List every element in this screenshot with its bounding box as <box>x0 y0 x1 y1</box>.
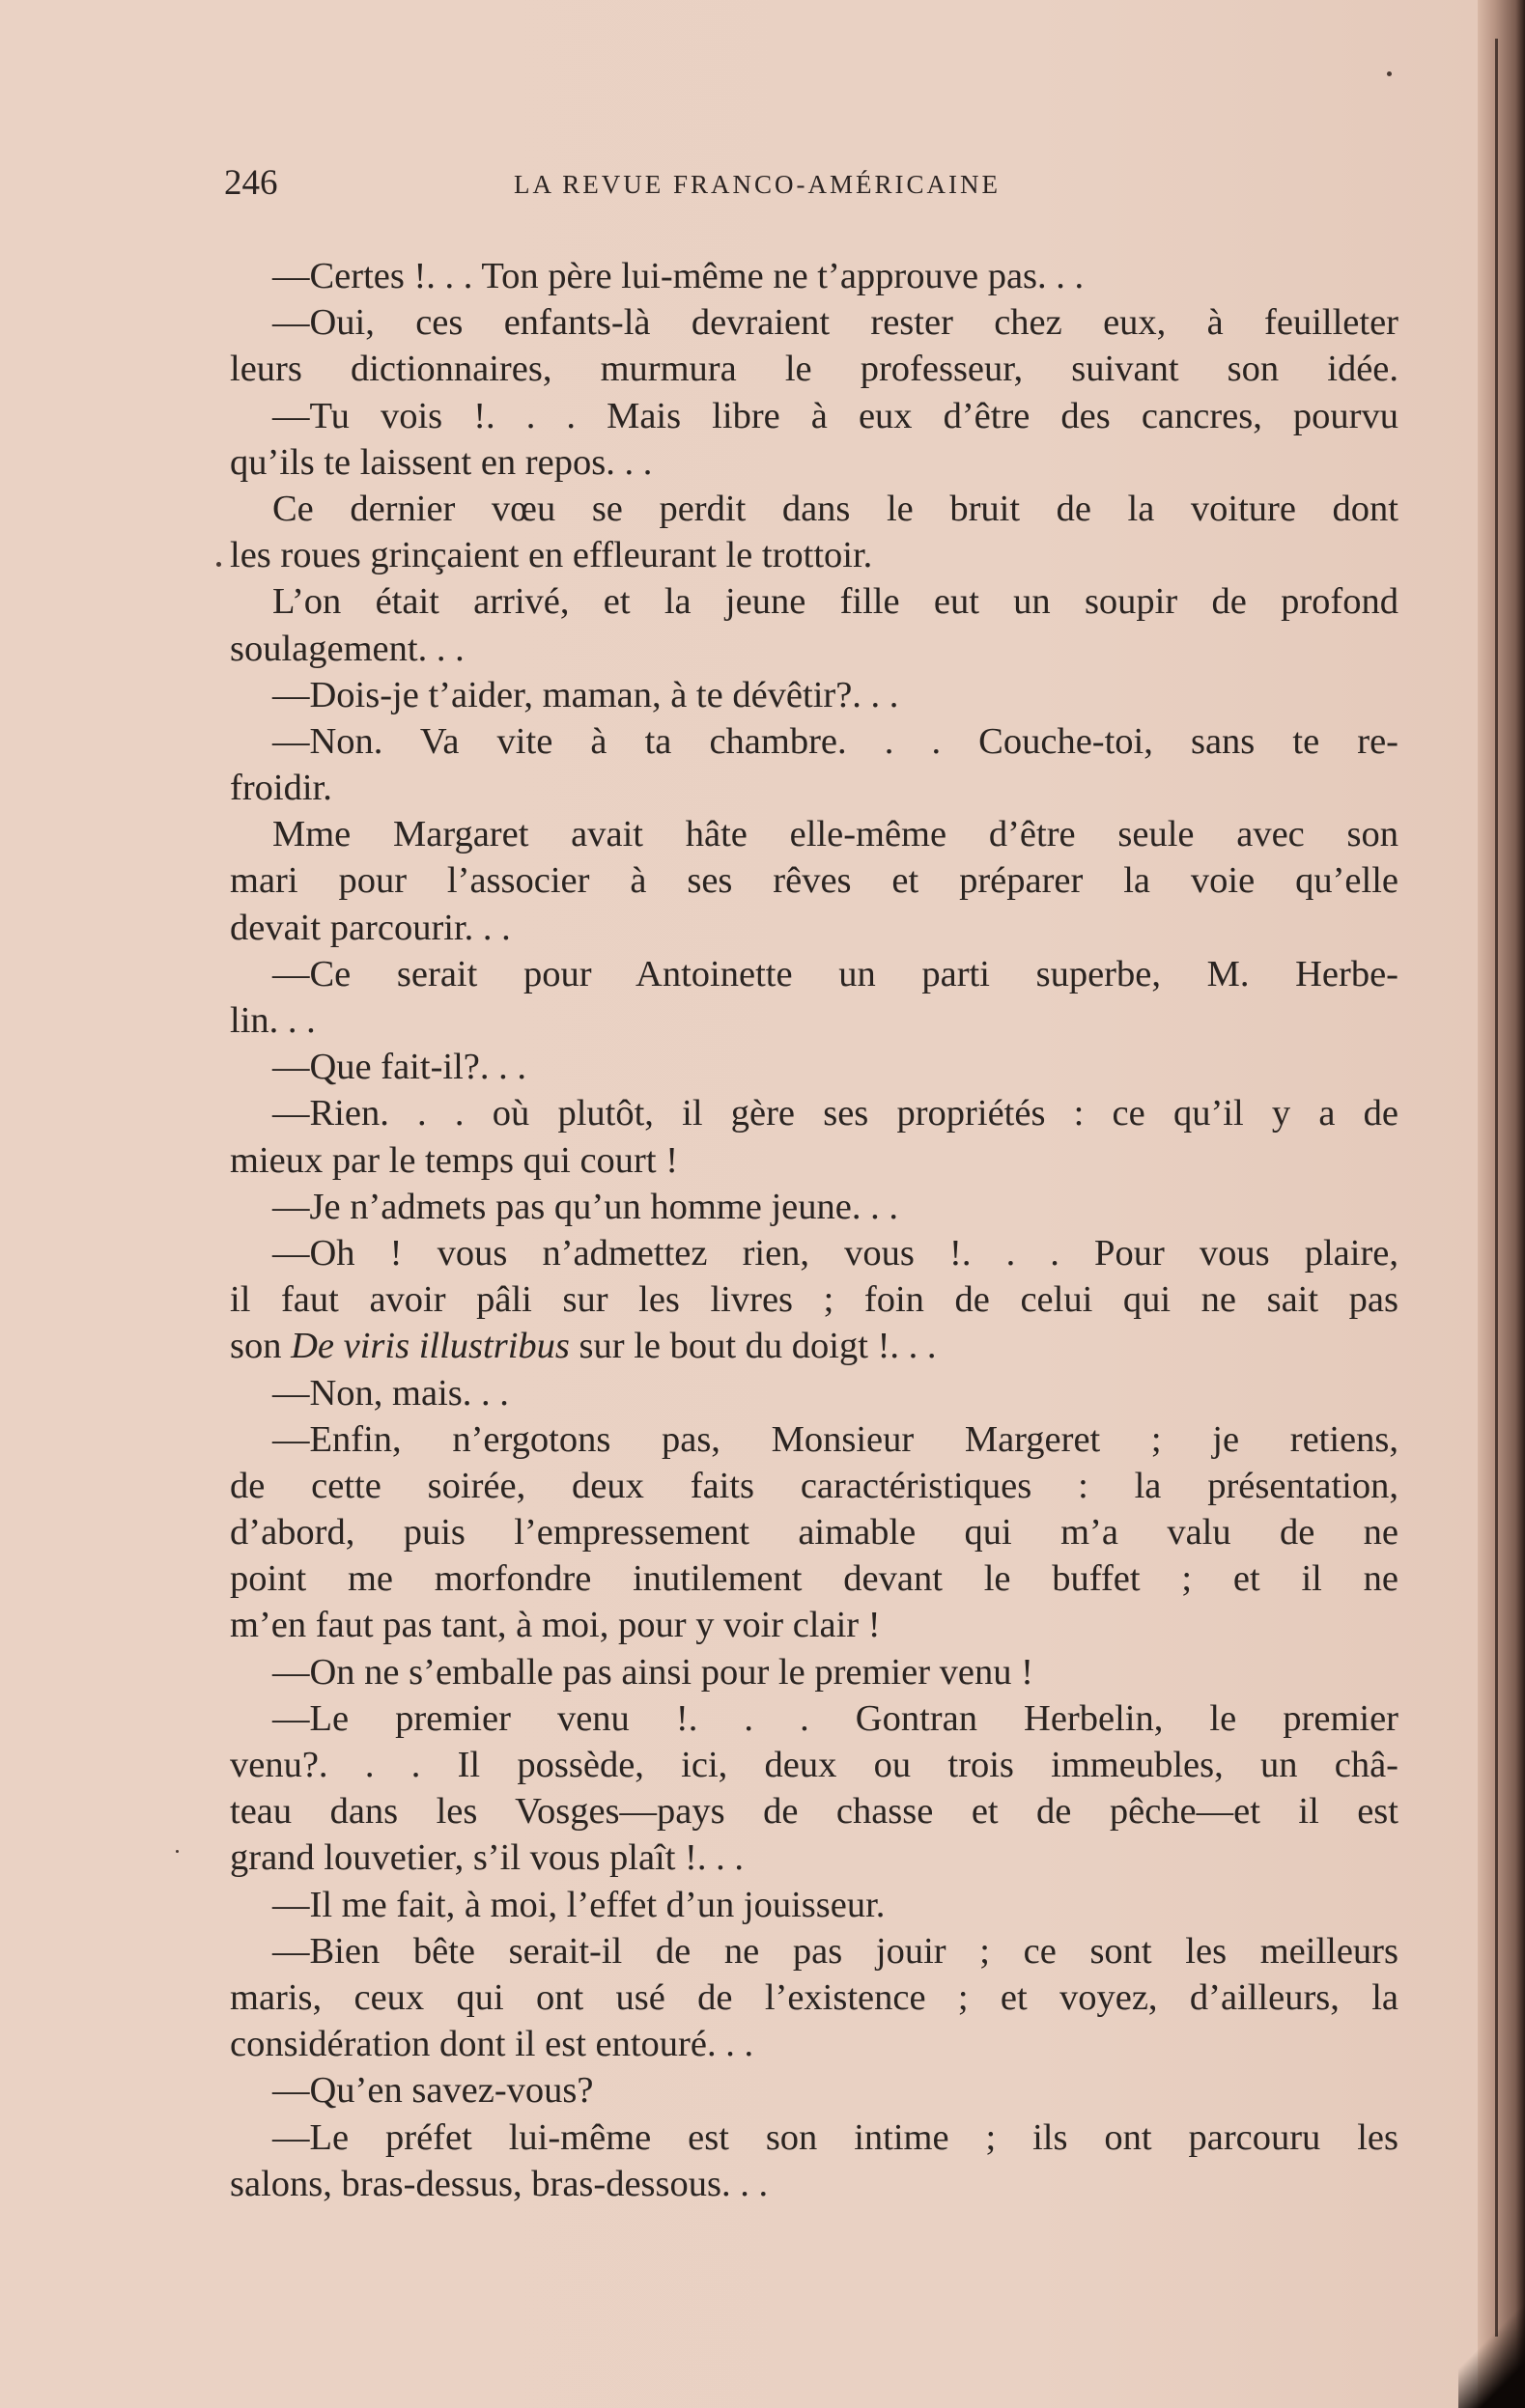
text-line: mari pour l’associer à ses rêves et préparer la voie qu’elle <box>230 860 1398 902</box>
text-line: —Le préfet lui-même est son intime ; ils ont parcouru les <box>272 2116 1398 2158</box>
text-line: —On ne s’emballe pas ainsi pour le premier venu ! <box>272 1651 1033 1693</box>
text-line: —Oh ! vous n’admettez rien, vous !. . . Pour vous plaire, <box>272 1232 1398 1274</box>
text-line: —Enfin, n’ergotons pas, Monsieur Margeret ; je retiens, <box>272 1418 1398 1460</box>
text-line: L’on était arrivé, et la jeune fille eut un soupir de profond <box>272 581 1398 623</box>
text-line: d’abord, puis l’empressement aimable qui m’a valu de ne <box>230 1512 1398 1554</box>
paper-speck <box>1387 71 1392 76</box>
text-line: teau dans les Vosges—pays de chasse et de pêche—et il est <box>230 1791 1398 1833</box>
page-header <box>224 162 1373 210</box>
text-line: grand louvetier, s’il vous plaît !. . . <box>230 1837 745 1879</box>
text-line: —Le premier venu !. . . Gontran Herbelin, le premier <box>272 1697 1398 1739</box>
italic-title: De viris illustribus <box>291 1326 570 1367</box>
text-line: —Oui, ces enfants-là devraient rester chez eux, à feuilleter <box>272 302 1398 344</box>
text-line: salons, bras-dessus, bras-dessous. . . <box>230 2163 769 2204</box>
text-line: —Qu’en savez-vous? <box>272 2070 594 2112</box>
paper-speck <box>216 562 221 567</box>
text-line: —Bien bête serait-il de ne pas jouir ; ce sont les meilleurs <box>272 1930 1398 1972</box>
text-line: considération dont il est entouré. . . <box>230 2024 754 2065</box>
text-line: —Dois-je t’aider, maman, à te dévêtir?. . . <box>272 674 899 715</box>
text-line: lin. . . <box>230 1000 316 1041</box>
text-line: il faut avoir pâli sur les livres ; foin de celui qui ne sait pas <box>230 1279 1398 1321</box>
text-line: Ce dernier vœu se perdit dans le bruit de la voiture dont <box>272 488 1398 529</box>
text-line: —Je n’admets pas qu’un homme jeune. . . <box>272 1186 898 1227</box>
text-line: mieux par le temps qui court ! <box>230 1139 679 1181</box>
text-line: maris, ceux qui ont usé de l’existence ; et voyez, d’ailleurs, la <box>230 1976 1398 2018</box>
text-line: devait parcourir. . . <box>230 907 511 948</box>
corner-shadow <box>1458 2298 1525 2408</box>
page-edge-line <box>1495 39 1498 2337</box>
text-line: —Non. Va vite à ta chambre. . . Couche-toi, sans te re- <box>272 720 1398 762</box>
text-fragment: son <box>230 1326 292 1367</box>
text-line: Mme Margaret avait hâte elle-même d’être seule avec son <box>272 814 1398 855</box>
text-line: —Certes !. . . Ton père lui-même ne t’approuve pas. . . <box>272 256 1085 296</box>
text-line: point me morfondre inutilement devant le buffet ; et il ne <box>230 1558 1398 1600</box>
text-line: —Ce serait pour Antoinette un parti superbe, M. Herbe- <box>272 953 1398 994</box>
text-line: leurs dictionnaires, murmura le professeur, suivant son idée. <box>230 349 1398 390</box>
text-line: venu?. . . Il possède, ici, deux ou trois immeubles, un châ- <box>230 1745 1398 1785</box>
text-line: —Non, mais. . . <box>272 1372 509 1414</box>
text-line: m’en faut pas tant, à moi, pour y voir clair ! <box>230 1605 881 1646</box>
page-number: 246 <box>224 163 278 203</box>
text-line: —Tu vois !. . . Mais libre à eux d’être des cancres, pourvu <box>272 395 1398 436</box>
text-line: —Rien. . . où plutôt, il gère ses propriétés : ce qu’il y a de <box>272 1093 1398 1134</box>
text-fragment: sur le bout du doigt !. . . <box>569 1326 937 1367</box>
paper-speck <box>176 1850 179 1853</box>
text-line: qu’ils te laissent en repos. . . <box>230 441 653 483</box>
page-edge-shadow <box>1478 0 1525 2408</box>
text-line: soulagement. . . <box>230 628 465 669</box>
running-head: LA REVUE FRANCO-AMÉRICAINE <box>514 170 1002 199</box>
text-line: de cette soirée, deux faits caractéristiques : la présentation, <box>230 1465 1398 1506</box>
text-line: froidir. <box>230 768 332 809</box>
text-line: —Il me fait, à moi, l’effet d’un jouisseur. <box>272 1884 886 1925</box>
text-line: —Que fait-il?. . . <box>272 1047 526 1088</box>
text-line-with-italic <box>230 1323 1398 1369</box>
text-line: les roues grinçaient en effleurant le trottoir. <box>230 535 873 576</box>
page-body <box>230 253 1398 2207</box>
